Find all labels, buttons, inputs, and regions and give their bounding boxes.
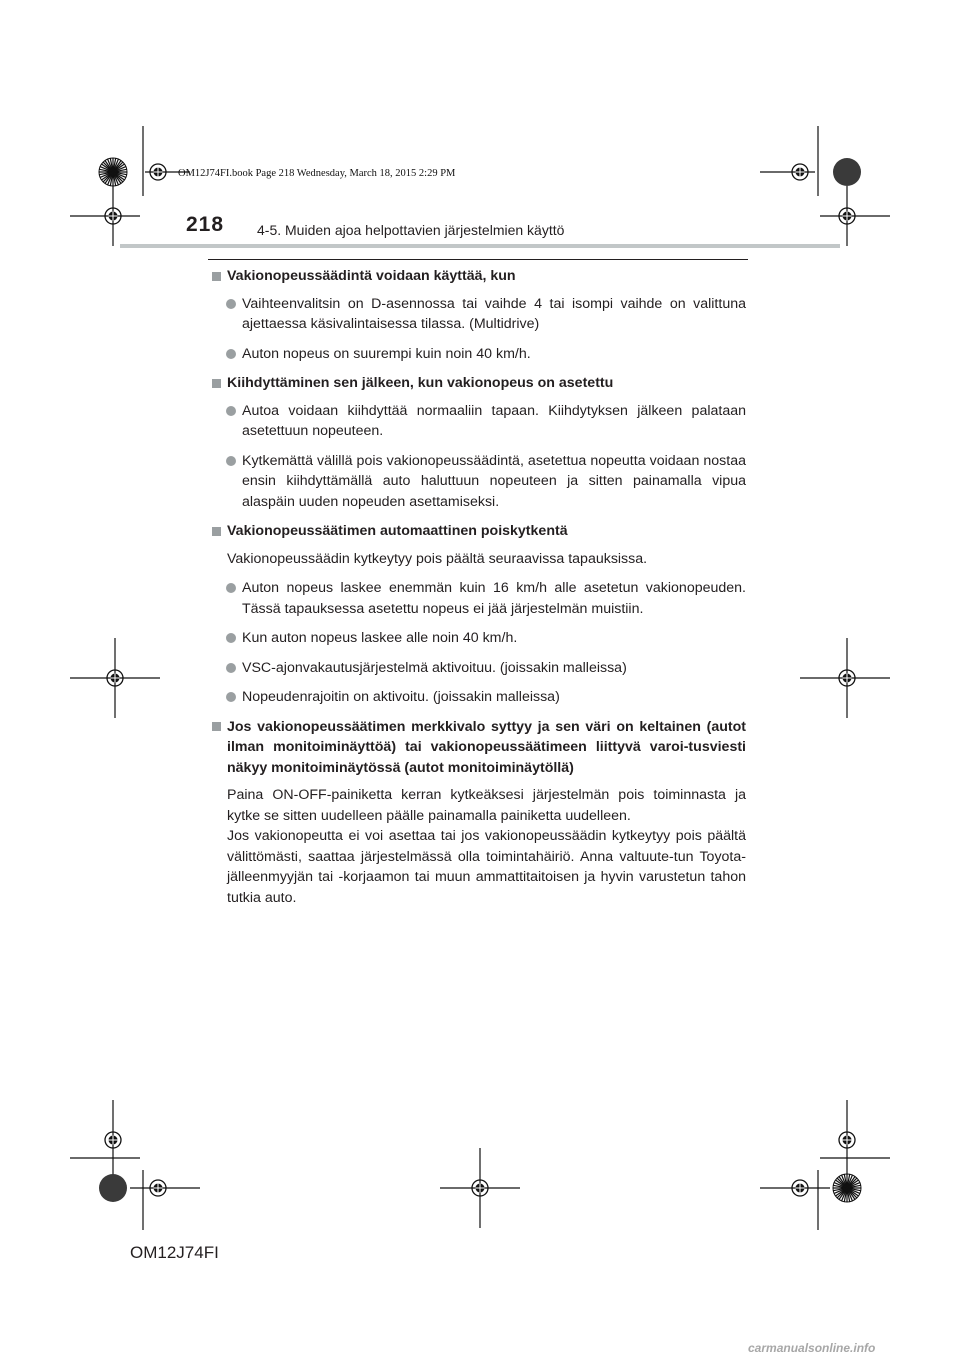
paragraph: Jos vakionopeutta ei voi asettaa tai jos vakionopeussäädin kytkeytyy pois päältä välittömästi, saattaa järjestelmässä olla toimintahäiriö. Anna valtuute-tun Toyota-jälleenmyyjän tai -korjaamon tai muun ammattitaitoisen ja hyvin varustetun tahon tutkia auto. [227,828,746,906]
list-item [210,451,746,513]
list-item-text: Auton nopeus laskee enemmän kuin 16 km/h alle asetetun vakionopeuden. Tässä tapauksessa asetettu nopeus ei jää järjestelmän muistiin. [242,580,746,617]
section-heading [210,373,746,394]
list-item [210,401,746,442]
round-bullet-icon [226,299,236,309]
square-bullet-icon [212,379,221,388]
list-item [210,658,746,679]
page-number: 218 [186,213,225,236]
section-body [210,785,746,908]
section-heading-text: Vakionopeussäätimen automaattinen poiskytkentä [227,523,568,539]
section-heading [210,521,746,542]
document-code: OM12J74FI [130,1243,219,1262]
round-bullet-icon [226,406,236,416]
square-bullet-icon [212,722,221,731]
list-item [210,628,746,649]
round-bullet-icon [226,349,236,359]
round-bullet-icon [226,633,236,643]
square-bullet-icon [212,527,221,536]
round-bullet-icon [226,456,236,466]
round-bullet-icon [226,663,236,673]
round-bullet-icon [226,692,236,702]
paragraph: Paina ON-OFF-painiketta kerran kytkeäksesi järjestelmän pois toiminnasta ja kytke se sitten uudelleen päälle painamalla painiketta uudelleen. [227,787,746,824]
list-item-text: VSC-ajonvakautusjärjestelmä aktivoituu. (joissakin malleissa) [242,659,627,676]
square-bullet-icon [212,272,221,281]
section-heading [210,717,746,779]
chapter-title: 4-5. Muiden ajoa helpottavien järjestelmien käyttö [257,222,565,238]
section-indicator-warning [210,717,746,909]
list-item [210,578,746,619]
section-usage-conditions [210,266,746,364]
section-heading-text: Kiihdyttäminen sen jälkeen, kun vakionopeus on asetettu [227,375,614,391]
round-bullet-icon [226,583,236,593]
section-heading-text: Vakionopeussäädintä voidaan käyttää, kun [227,268,516,284]
site-watermark: carmanualsonline.info [748,1341,876,1355]
header-rule [120,244,840,248]
page-content [210,266,746,917]
book-info: OM12J74FI.book Page 218 Wednesday, March 18, 2015 2:29 PM [178,168,456,179]
list-item-text: Nopeudenrajoitin on aktivoitu. (joissakin malleissa) [242,689,560,705]
list-item-text: Autoa voidaan kiihdyttää normaaliin tapaan. Kiihdytyksen jälkeen palataan asetettuun nopeuteen. [242,402,746,439]
list-item-text: Kun auton nopeus laskee alle noin 40 km/h. [242,630,518,646]
content-rule [208,259,748,260]
section-heading-text: Jos vakionopeussäätimen merkkivalo syttyy ja sen väri on keltainen (autot ilman monitoiminäyttöä) tai vakionopeussäätimeen liittyvä varoi-tusviesti näkyy monitoiminäytössä (autot monitoiminäytöllä) [227,718,746,776]
list-item-text: Auton nopeus on suurempi kuin noin 40 km/h. [242,345,531,362]
section-acceleration [210,373,746,512]
list-item [210,294,746,335]
list-item-text: Kytkemättä välillä pois vakionopeussäädintä, asetettua nopeutta voidaan nostaa ensin kiihdyttämällä auto haluttuun nopeuteen ja sitten painamalla vipua alaspäin uuden nopeuden asettamiseksi. [242,452,746,510]
list-item [210,687,746,708]
list-item [210,344,746,365]
section-automatic-cancel [210,521,746,708]
section-intro: Vakionopeussäädin kytkeytyy pois päältä seuraavissa tapauksissa. [227,550,648,567]
section-heading [210,266,746,287]
list-item-text: Vaihteenvalitsin on D-asennossa tai vaihde 4 tai isompi vaihde on valittuna ajettaessa käsivalintaisessa tilassa. (Multidrive) [242,295,746,332]
